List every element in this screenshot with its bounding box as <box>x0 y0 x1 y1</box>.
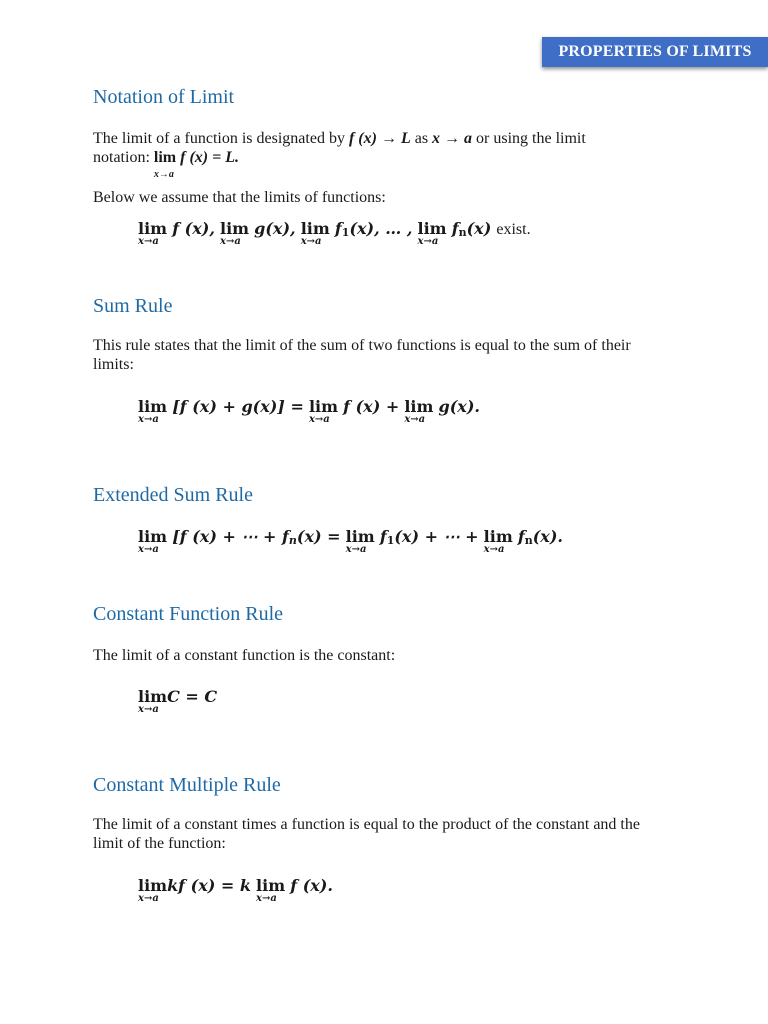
extended-sum-formula <box>138 527 563 555</box>
notation-math-f-to-L: f (x) → L <box>348 130 411 147</box>
math-term: (x), … , <box>349 219 413 238</box>
lim-text: lim <box>138 397 168 416</box>
lim-text: lim <box>417 219 447 238</box>
lim-text: lim <box>138 219 168 238</box>
constant-multiple-paragraph: The limit of a constant times a function is equal to the product of the constant and the limit of the function: <box>93 816 640 852</box>
lim-subscript: x→a <box>300 236 322 247</box>
heading-sum-rule: Sum Rule <box>93 295 173 317</box>
lim-operator <box>138 876 168 904</box>
heading-constant-multiple-rule: Constant Multiple Rule <box>93 774 281 796</box>
math-term: [f (x) + g(x)] = <box>172 397 304 416</box>
math-index: 1 <box>341 226 350 239</box>
math-index: 1 <box>386 534 395 547</box>
sum-paragraph: This rule states that the limit of the sum of two functions is equal to the sum of their limits: <box>93 337 631 373</box>
lim-operator <box>483 527 513 555</box>
constant-function-paragraph: The limit of a constant function is the constant: <box>93 647 396 664</box>
lim-operator <box>153 148 177 180</box>
lim-text: lim <box>308 397 339 416</box>
section-banner: PROPERTIES OF LIMITS <box>542 37 768 67</box>
lim-subscript: x→a <box>138 704 159 715</box>
notation-text-c: or using the limit <box>472 130 586 147</box>
math-term: g(x), <box>254 219 296 238</box>
math-term: f <box>451 219 459 238</box>
math-term: g(x). <box>438 397 480 416</box>
lim-operator <box>417 219 447 247</box>
exist-word: exist. <box>496 221 531 238</box>
lim-subscript: x→a <box>138 893 159 904</box>
notation-text-d: notation: <box>93 149 154 166</box>
lim-operator <box>219 219 250 247</box>
lim-text: lim <box>153 149 177 166</box>
lim-subscript: x→a <box>308 414 330 425</box>
notation-rhs: f (x) = L. <box>180 149 239 166</box>
exist-formula <box>138 219 531 247</box>
math-term: C = C <box>167 687 218 706</box>
lim-operator <box>138 219 168 247</box>
lim-operator <box>138 527 168 555</box>
math-term: (x) = <box>296 527 341 546</box>
heading-notation: Notation of Limit <box>93 86 235 108</box>
lim-subscript: x→a <box>138 544 159 555</box>
math-index: n <box>524 534 533 547</box>
lim-text: lim <box>256 876 286 895</box>
lim-text: lim <box>138 687 168 706</box>
lim-text: lim <box>300 219 330 238</box>
lim-text: lim <box>219 219 250 238</box>
lim-operator <box>138 397 168 425</box>
math-term: [f (x) + ⋯ + f <box>172 527 289 546</box>
math-term: f (x). <box>290 876 333 895</box>
math-term: (x) <box>466 219 492 238</box>
lim-subscript: x→a <box>345 544 367 555</box>
notation-text-b: as <box>410 130 433 147</box>
lim-subscript: x→a <box>138 414 159 425</box>
lim-operator <box>308 397 339 425</box>
lim-subscript: x→a <box>256 893 277 904</box>
math-term: (x) + ⋯ + <box>394 527 479 546</box>
math-term: f <box>334 219 342 238</box>
lim-subscript: x→a <box>417 236 439 247</box>
math-term: f (x), <box>172 219 215 238</box>
lim-subscript: x→a <box>153 169 174 180</box>
constant-multiple-formula <box>138 876 333 904</box>
math-index: n <box>288 534 297 547</box>
lim-operator <box>300 219 330 247</box>
math-index: n <box>458 226 467 239</box>
lim-subscript: x→a <box>483 544 505 555</box>
notation-text-a: The limit of a function is designated by <box>93 130 349 147</box>
lim-text: lim <box>138 876 168 895</box>
lim-text: lim <box>483 527 513 546</box>
lim-operator <box>345 527 375 555</box>
lim-text: lim <box>138 527 168 546</box>
math-term: f <box>517 527 525 546</box>
lim-operator <box>404 397 434 425</box>
lim-text: lim <box>404 397 434 416</box>
lim-operator <box>256 876 286 904</box>
heading-constant-function-rule: Constant Function Rule <box>93 603 283 625</box>
heading-extended-sum-rule: Extended Sum Rule <box>93 484 253 506</box>
math-term: kf (x) = k <box>167 876 251 895</box>
lim-subscript: x→a <box>219 236 241 247</box>
lim-subscript: x→a <box>404 414 426 425</box>
notation-math-x-to-a: x → a <box>432 130 473 147</box>
constant-function-formula <box>138 687 218 715</box>
math-term: (x). <box>532 527 563 546</box>
notation-paragraph <box>93 129 693 180</box>
lim-operator <box>138 687 168 715</box>
assume-paragraph: Below we assume that the limits of functions: <box>93 189 386 206</box>
math-term: f (x) + <box>343 397 400 416</box>
sum-formula <box>138 397 480 425</box>
math-term: f <box>379 527 387 546</box>
lim-text: lim <box>345 527 375 546</box>
lim-subscript: x→a <box>138 236 159 247</box>
